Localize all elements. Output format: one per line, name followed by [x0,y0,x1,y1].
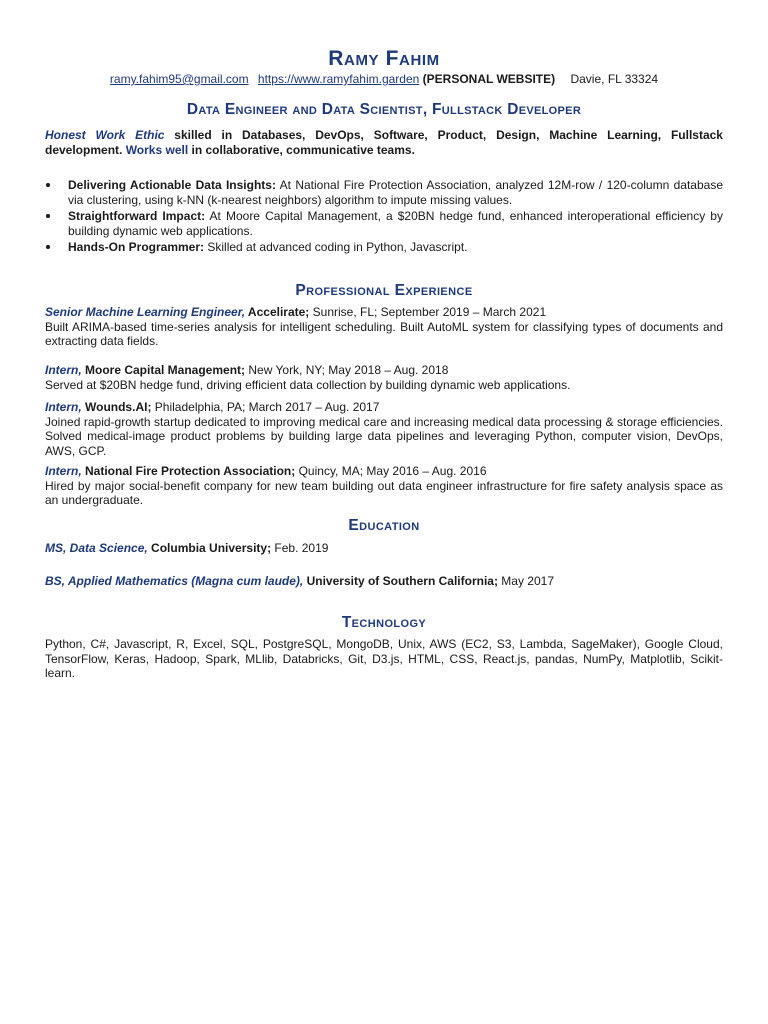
list-item [45,240,723,255]
job-meta: New York, NY; May 2018 – Aug. 2018 [245,363,449,377]
job-description: Served at $20BN hedge fund, driving efficient data collection by building dynamic web applications. [45,377,571,392]
job-role: Intern, [45,400,82,414]
highlight-label: Delivering Actionable Data Insights: [68,178,276,192]
job-org: Moore Capital Management; [81,363,246,377]
section-title-technology: Technology [341,614,427,631]
school: University of Southern California; [303,574,498,588]
website-link[interactable]: https://www.ramyfahim.garden [257,72,420,86]
education-entry [45,574,723,589]
highlight-label: Straightforward Impact: [68,209,206,223]
technology-list: Python, C#, Javascript, R, Excel, SQL, PostgreSQL, MongoDB, Unix, AWS (EC2, S3, Lambda, SageMaker), Google Cloud, TensorFlow, Keras, Hadoop, Spark, MLlib, Databricks, Git, D3.js, HTML, CSS, React.js, pandas, NumPy, Matplotlib, Scikit-learn. [45,637,723,680]
job-description: Built ARIMA-based time-series analysis for intelligent scheduling. Built AutoML system for classifying types of documents and extracting data fields. [45,319,723,348]
highlight-label: Hands-On Programmer: [68,240,205,254]
job-meta: Sunrise, FL; September 2019 – March 2021 [309,305,547,319]
education-date: May 2017 [497,574,555,588]
contact-line [0,72,768,86]
summary-works-well: Works well [125,142,189,157]
degree: BS, Applied Mathematics (Magna cum laude), [45,574,304,588]
job-meta: Philadelphia, PA; March 2017 – Aug. 2017 [151,400,380,414]
list-item [45,178,723,207]
education-date: Feb. 2019 [271,541,329,555]
experience-entry [45,363,723,392]
school: Columbia University; [147,541,272,555]
job-role: Intern, [45,363,82,377]
email-link[interactable]: ramy.fahim95@gmail.com [109,72,249,86]
section-title-experience: Professional Experience [295,282,473,299]
job-org: Wounds.AI; [81,400,152,414]
bullet-icon [46,245,50,249]
bullet-icon [46,214,50,218]
summary-text-2: in collaborative, communicative teams. [188,142,415,157]
experience-entry [45,400,723,458]
education-entry [45,541,723,556]
highlight-text: At National Fire Protection Association, analyzed 12M-row / 120-column database via clustering, using k-NN (k-nearest neighbors) algorithm to impute missing values. [68,178,723,207]
job-org: National Fire Protection Association; [81,464,296,478]
list-item [45,209,723,238]
summary-lead: Honest Work Ethic [45,128,165,142]
summary-text-1: skilled in Databases, DevOps, Software, Product, Design, Machine Learning, Fullstack development. [45,128,723,157]
job-description: Joined rapid-growth startup dedicated to improving medical care and increasing medical data processing & storage efficiencies. Solved medical-image product problems by building large data pipelines and leveraging Python, computer vision, DevOps, AWS, GCP. [45,414,723,458]
job-role: Senior Machine Learning Engineer, [45,305,246,319]
section-title-education: Education [348,517,420,534]
website-label: (PERSONAL WEBSITE) [422,72,556,86]
candidate-name: Ramy Fahim [328,47,440,70]
job-meta: Quincy, MA; May 2016 – Aug. 2016 [295,464,487,478]
degree: MS, Data Science, [45,541,148,555]
highlight-text: At Moore Capital Management, a $20BN hedge fund, enhanced interoperational efficiency by building dynamic web applications. [68,209,723,238]
headline: Data Engineer and Data Scientist, Fullstack Developer [186,101,582,118]
job-description: Hired by major social-benefit company for new team building out data engineer infrastructure for fire safety analysis space as an undergraduate. [45,478,723,507]
job-role: Intern, [45,464,82,478]
summary [45,128,723,157]
highlights-list [45,178,723,257]
bullet-icon [46,183,50,187]
experience-entry [45,305,723,349]
job-org: Accelirate; [245,305,310,319]
location: Davie, FL 33324 [570,72,659,86]
highlight-text: Skilled at advanced coding in Python, Javascript. [204,240,468,254]
experience-entry [45,464,723,508]
